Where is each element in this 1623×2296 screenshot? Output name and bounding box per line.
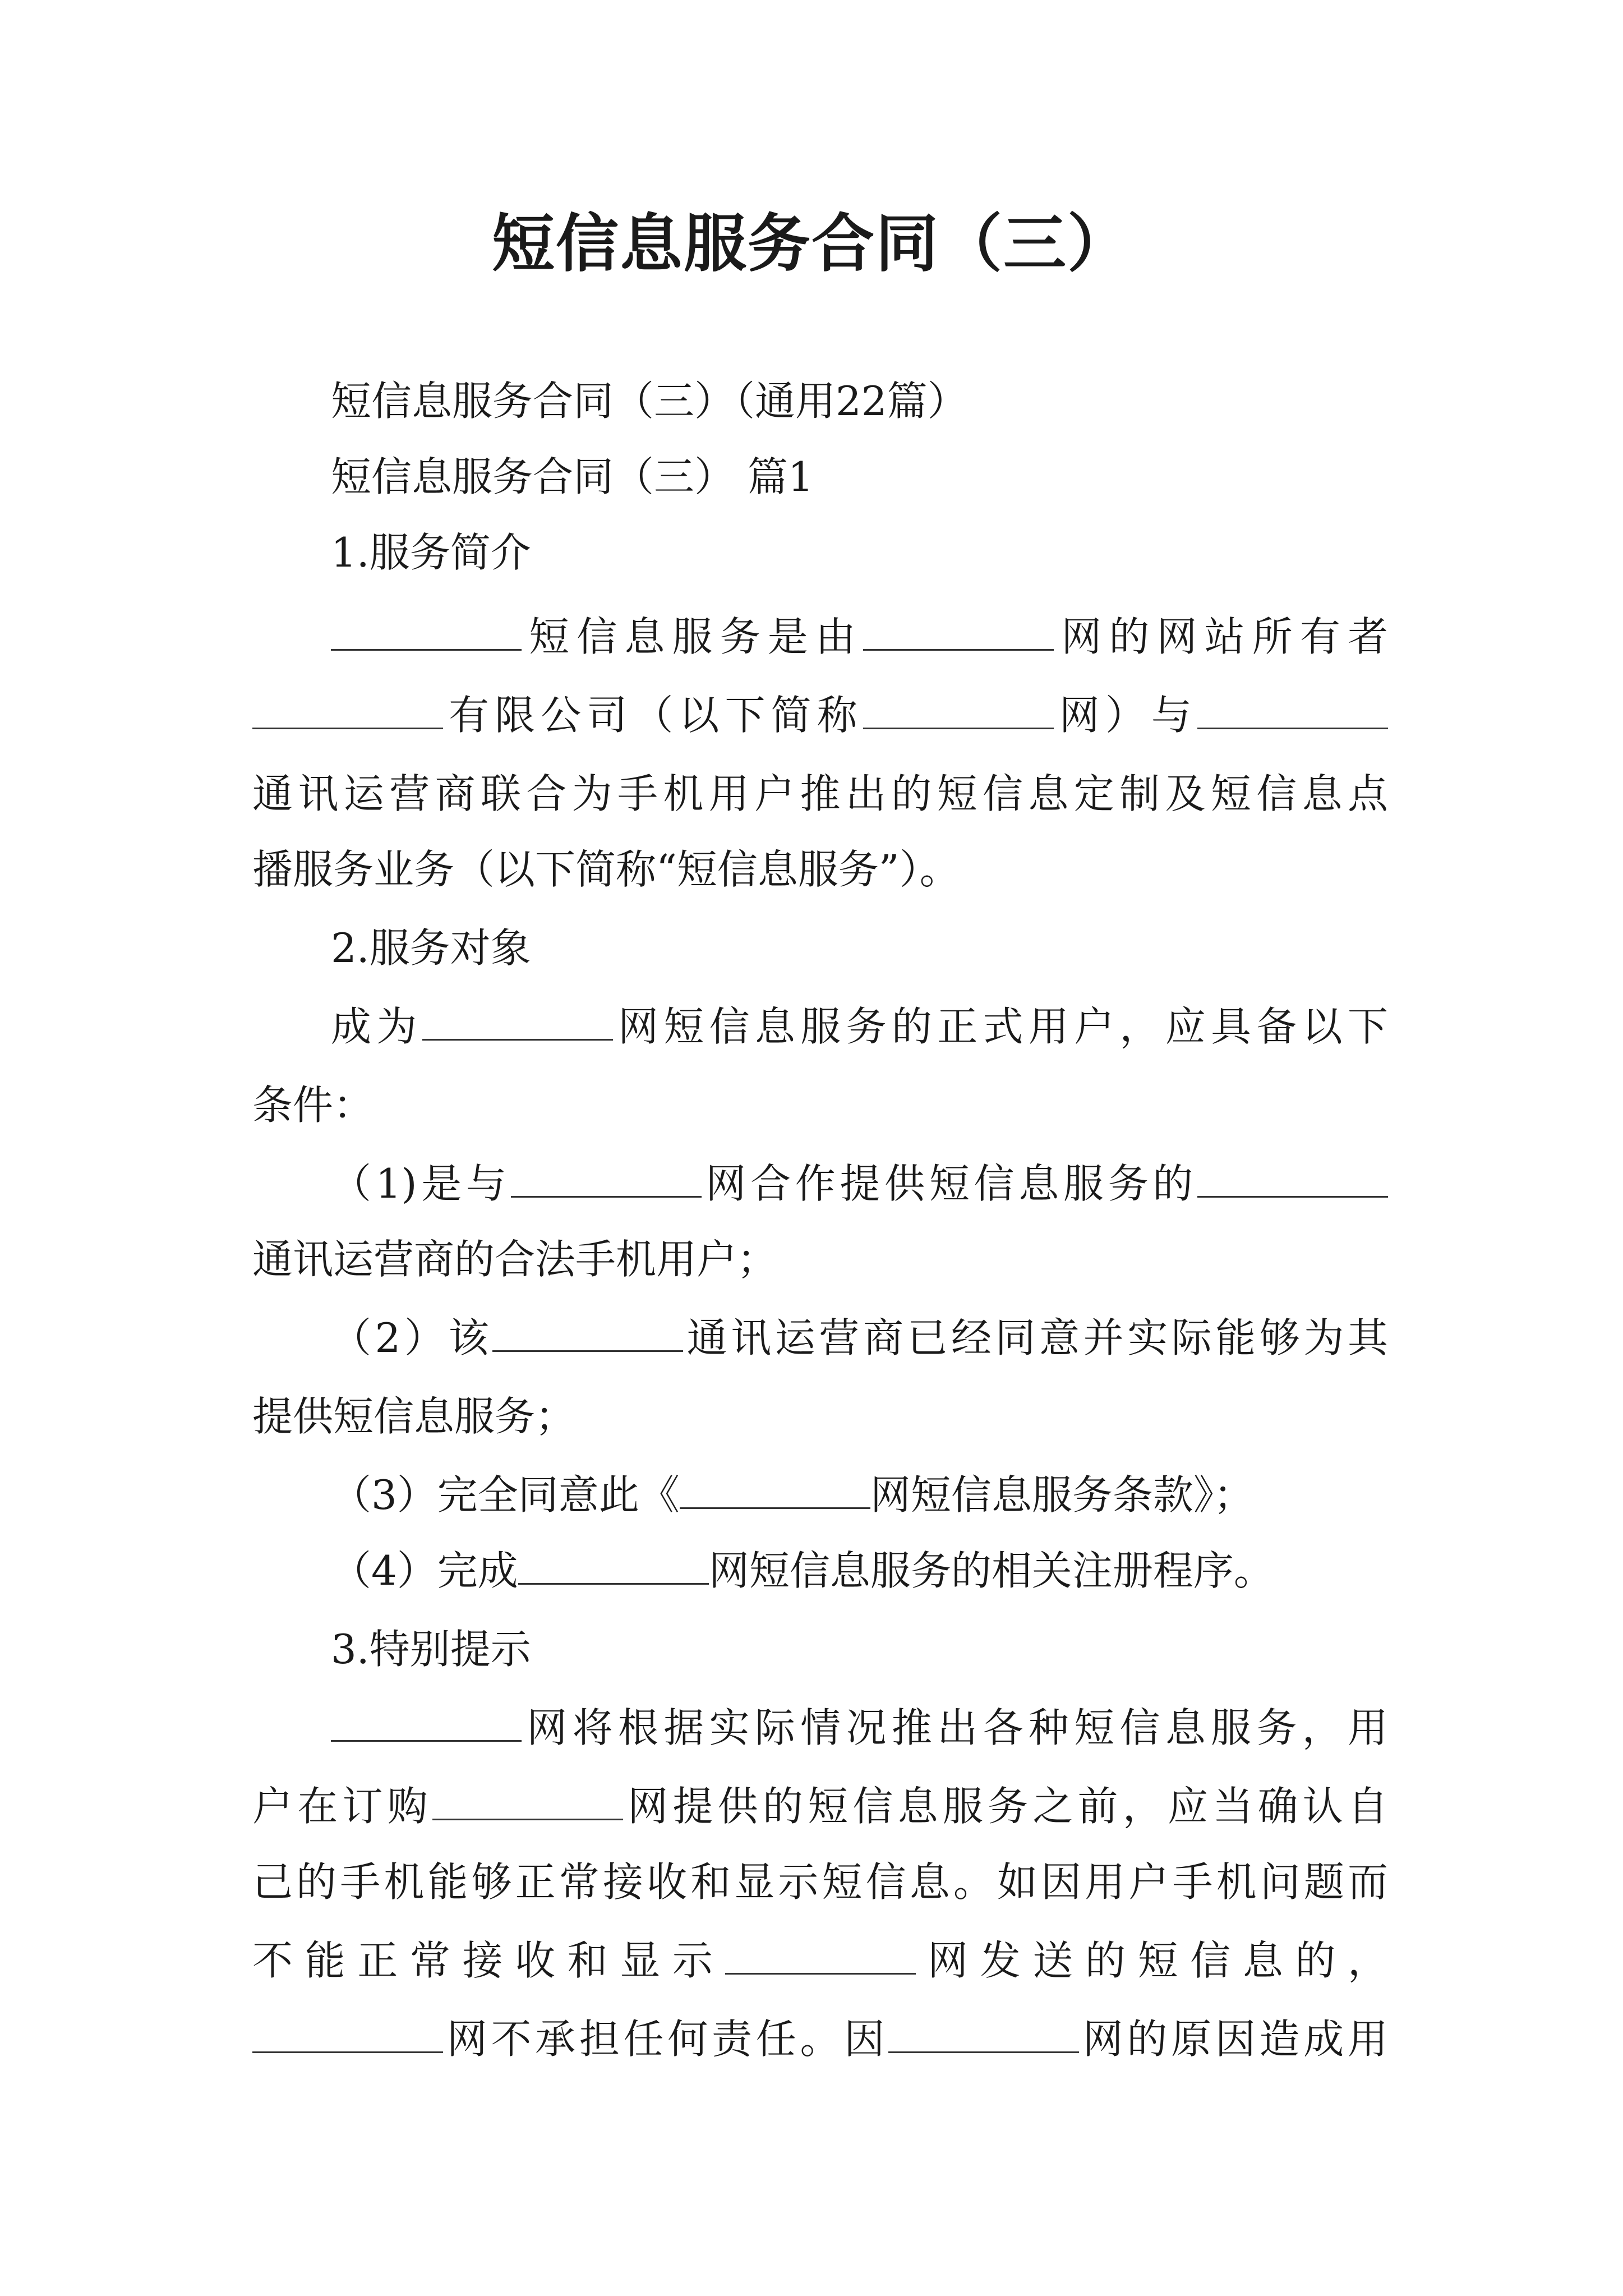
paragraph-line: 不能正常接收和显示 网发送的短信息的， bbox=[252, 1937, 1388, 1984]
paragraph-line: 短信息服务是由 网的网站所有者 bbox=[331, 609, 1388, 665]
paragraph-line: 通讯运营商联合为手机用户推出的短信息定制及短信息点 bbox=[252, 770, 1388, 817]
fill-in-blank bbox=[331, 1709, 522, 1742]
fill-in-blank bbox=[863, 618, 1054, 651]
fill-in-blank bbox=[680, 1476, 870, 1509]
paragraph-line: 播服务业务（以下简称“短信息服务”）。 bbox=[252, 846, 960, 893]
list-item: （1)是与 网合作提供短信息服务的 bbox=[331, 1156, 1388, 1212]
fill-in-blank bbox=[518, 1552, 709, 1585]
fill-in-blank bbox=[725, 1941, 916, 1975]
fill-in-blank bbox=[252, 696, 443, 729]
paragraph-line: 网不承担任何责任。因 网的原因造成用 bbox=[252, 2011, 1388, 2067]
fill-in-blank bbox=[511, 1165, 702, 1198]
fill-in-blank bbox=[252, 2020, 443, 2053]
fill-in-blank bbox=[432, 1787, 623, 1820]
fill-in-blank bbox=[422, 1007, 613, 1041]
paragraph-line: 己的手机能够正常接收和显示短信息。如因用户手机问题而 bbox=[252, 1858, 1388, 1906]
section-1-heading: 1.服务简介 bbox=[331, 529, 531, 576]
fill-in-blank bbox=[331, 618, 522, 651]
document-title: 短信息服务合同（三） bbox=[492, 208, 1131, 280]
paragraph-line: 成为 网短信息服务的正式用户，应具备以下 bbox=[331, 1003, 1388, 1050]
paragraph-line: 提供短信息服务； bbox=[252, 1393, 576, 1440]
fill-in-blank bbox=[492, 1319, 683, 1352]
paragraph-line: 户在订购 网提供的短信息服务之前，应当确认自 bbox=[252, 1783, 1388, 1830]
paragraph-line: 条件： bbox=[252, 1082, 374, 1129]
fill-in-blank bbox=[863, 696, 1054, 729]
chapter-heading: 短信息服务合同（三） 篇1 bbox=[331, 453, 814, 500]
fill-in-blank bbox=[888, 2020, 1079, 2053]
fill-in-blank bbox=[1197, 696, 1388, 729]
section-2-heading: 2.服务对象 bbox=[331, 924, 531, 972]
paragraph-line: 通讯运营商的合法手机用户； bbox=[252, 1236, 778, 1283]
list-item: （2）该 通讯运营商已经同意并实际能够为其 bbox=[331, 1314, 1388, 1361]
document-subtitle: 短信息服务合同（三）（通用22篇） bbox=[331, 378, 968, 425]
fill-in-blank bbox=[1197, 1165, 1388, 1198]
list-item: （4）完成 网短信息服务的相关注册程序。 bbox=[331, 1547, 1274, 1594]
section-3-heading: 3.特别提示 bbox=[331, 1626, 531, 1673]
list-item: （3）完全同意此《 网短信息服务条款》； bbox=[331, 1471, 1254, 1519]
paragraph-line: 有限公司（以下简称 网）与 bbox=[252, 687, 1388, 743]
paragraph-line: 网将根据实际情况推出各种短信息服务，用 bbox=[331, 1700, 1388, 1756]
